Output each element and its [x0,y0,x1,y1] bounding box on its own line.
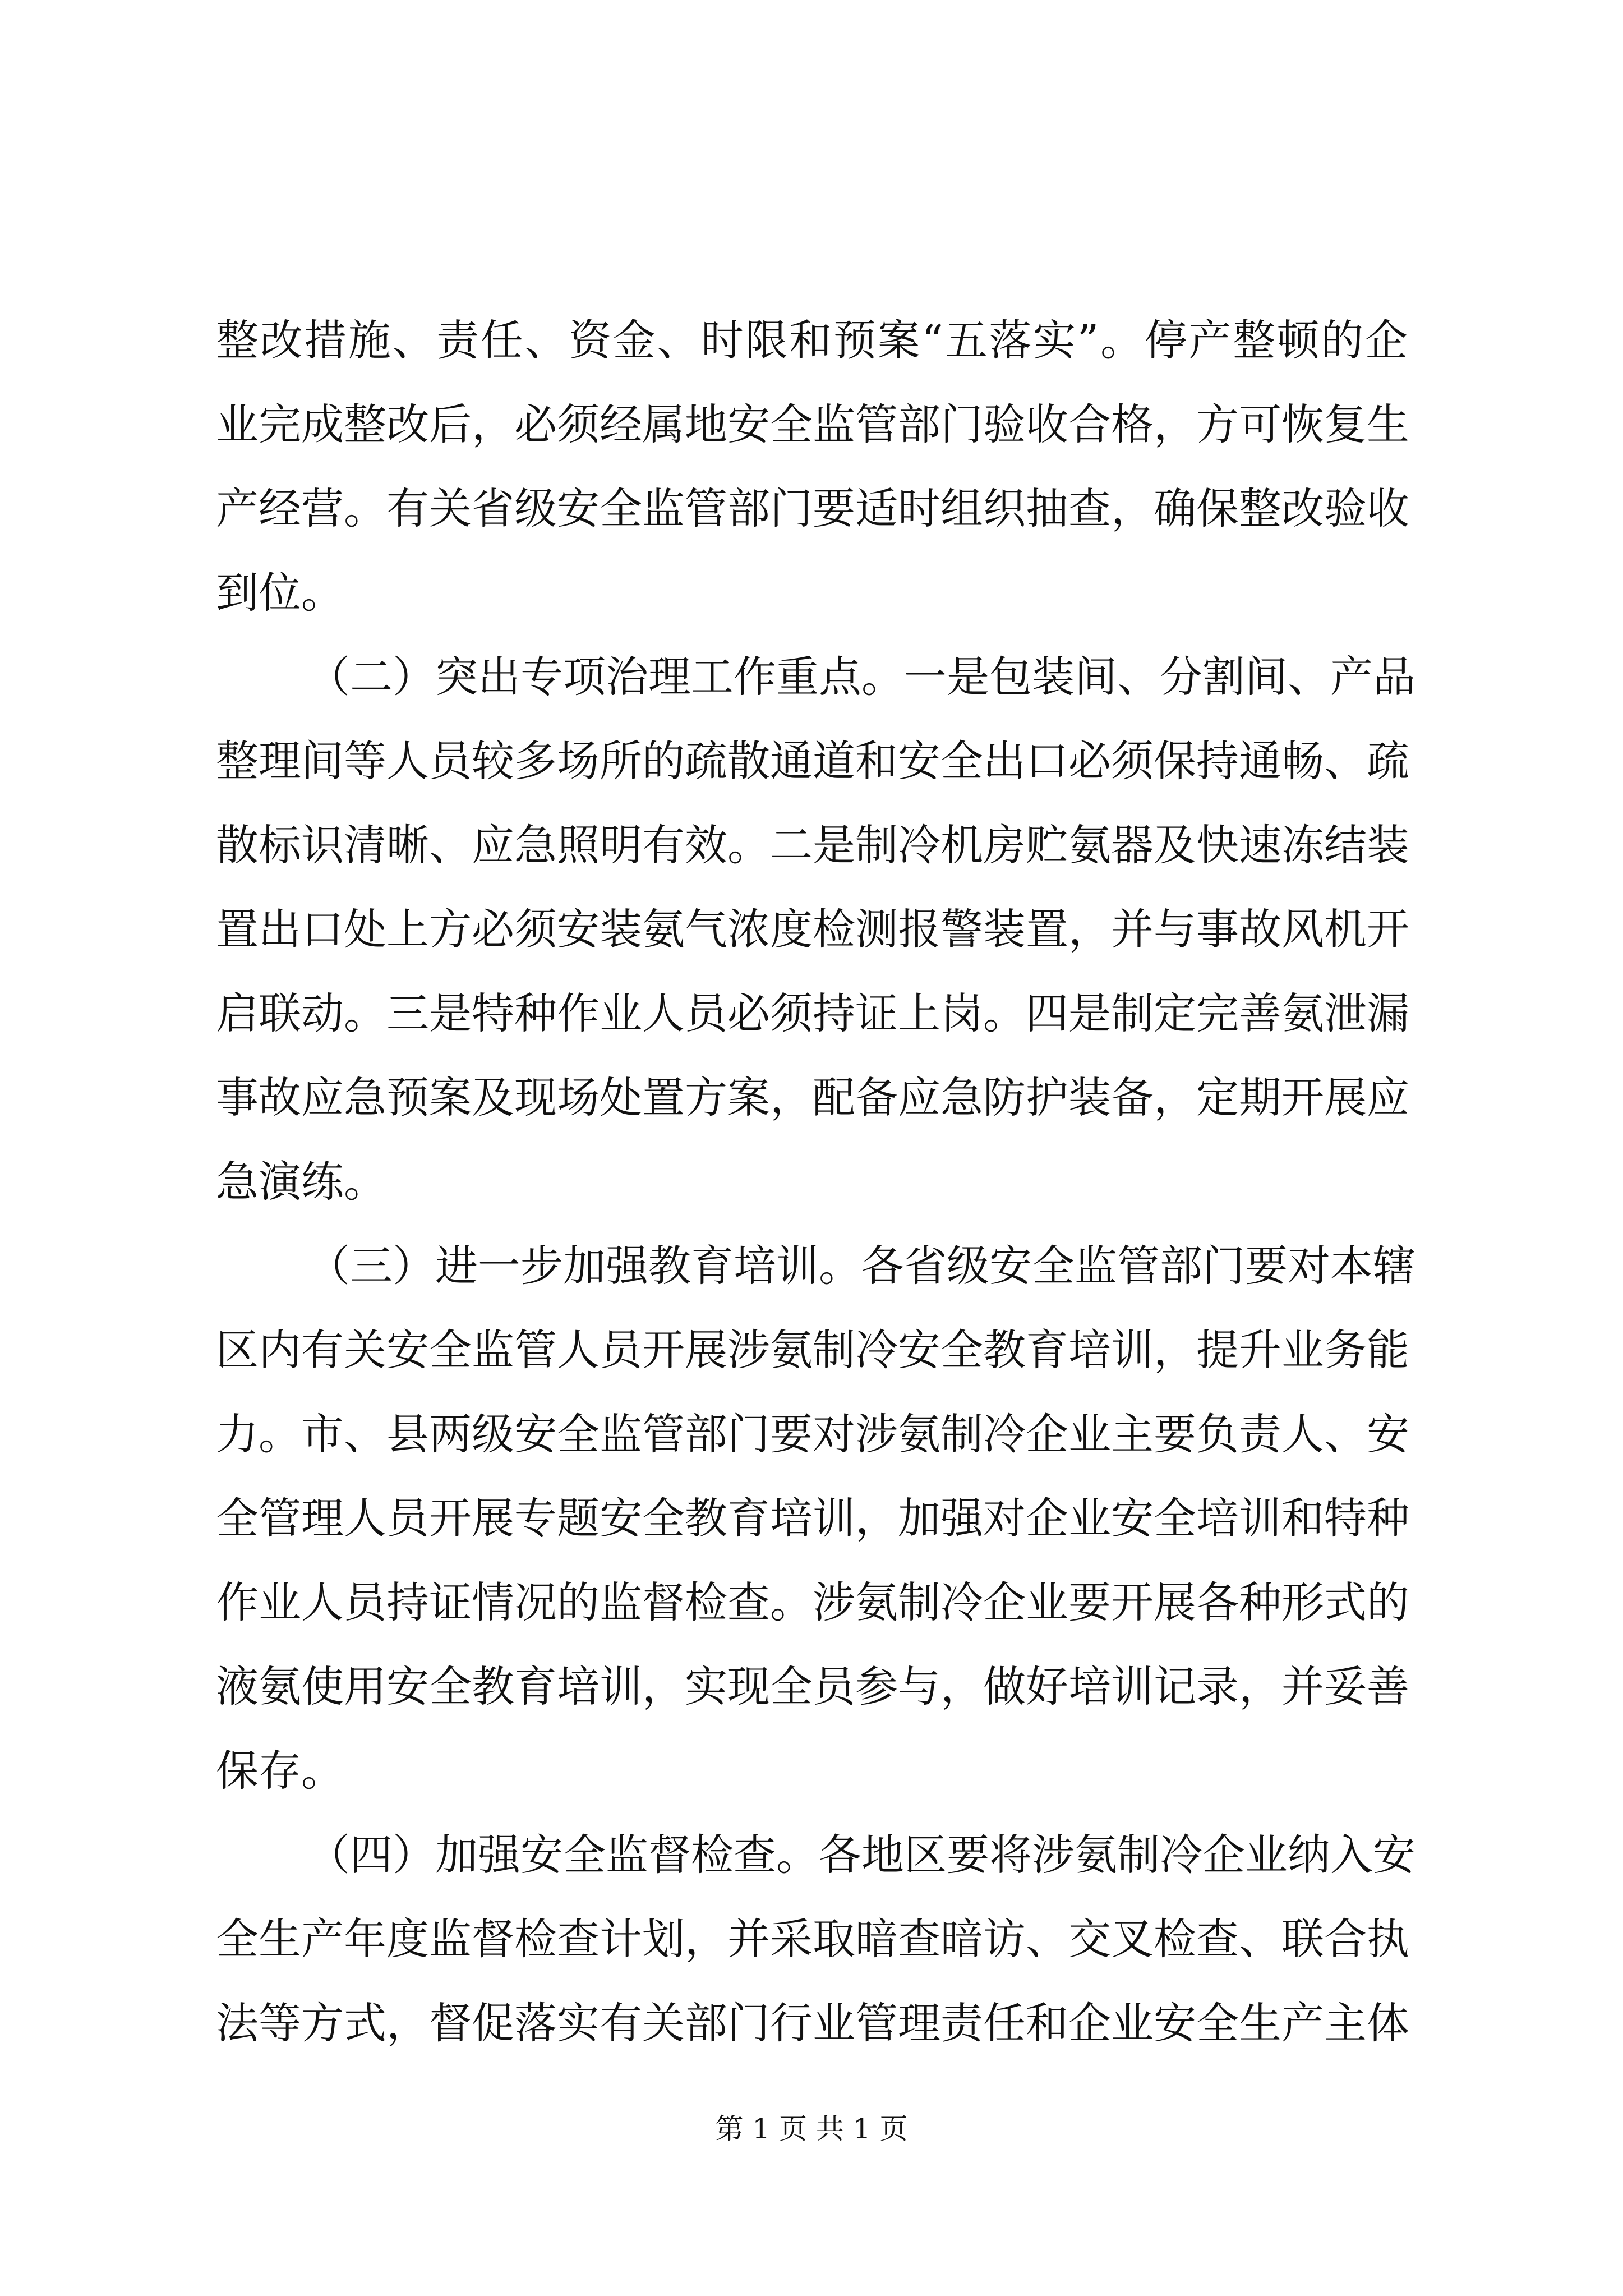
paragraph-3-line-5: 作业人员持证情况的监督检查。涉氨制冷企业要开展各种形式的 [216,1577,1409,1627]
paragraph-2-line-4: 置出口处上方必须安装氨气浓度检测报警装置，并与事故风机开 [216,904,1409,954]
paragraph-3-line-2: 区内有关安全监管人员开展涉氨制冷安全教育培训，提升业务能 [216,1325,1409,1375]
paragraph-3-line-6: 液氨使用安全教育培训，实现全员参与，做好培训记录，并妥善 [216,1662,1409,1711]
paragraph-3-line-4: 全管理人员开展专题安全教育培训，加强对企业安全培训和特种 [216,1493,1409,1543]
paragraph-1-line-1: 整改措施、责任、资金、时限和预案“五落实”。停产整顿的企 [216,315,1408,365]
paragraph-1-line-3: 产经营。有关省级安全监管部门要适时组织抽查，确保整改验收 [216,484,1409,533]
paragraph-2-line-5: 启联动。三是特种作业人员必须持证上岗。四是制定完善氨泄漏 [216,988,1409,1038]
paragraph-2-line-2: 整理间等人员较多场所的疏散通道和安全出口必须保持通畅、疏 [216,736,1409,786]
page-footer: 第 1 页 共 1 页 [715,2113,908,2145]
paragraph-4-line-1: （四）加强安全监督检查。各地区要将涉氨制冷企业纳入安 [307,1830,1415,1880]
paragraph-3-line-1: （三）进一步加强教育培训。各省级安全监管部门要对本辖 [307,1241,1415,1291]
paragraph-3-line-3: 力。市、县两级安全监管部门要对涉氨制冷企业主要负责人、安 [216,1409,1409,1459]
paragraph-3-line-7: 保存。 [216,1746,344,1796]
paragraph-2-line-7: 急演练。 [216,1157,386,1207]
paragraph-4-line-3: 法等方式，督促落实有关部门行业管理责任和企业安全生产主体 [216,1998,1409,2048]
paragraph-1-line-4: 到位。 [216,568,344,618]
paragraph-2-line-1: （二）突出专项治理工作重点。一是包装间、分割间、产品 [307,652,1415,702]
paragraph-2-line-3: 散标识清晰、应急照明有效。二是制冷机房贮氨器及快速冻结装 [216,820,1409,870]
paragraph-1-line-2: 业完成整改后，必须经属地安全监管部门验收合格，方可恢复生 [216,399,1409,449]
paragraph-2-line-6: 事故应急预案及现场处置方案，配备应急防护装备，定期开展应 [216,1073,1409,1122]
paragraph-4-line-2: 全生产年度监督检查计划，并采取暗查暗访、交叉检查、联合执 [216,1914,1409,1964]
